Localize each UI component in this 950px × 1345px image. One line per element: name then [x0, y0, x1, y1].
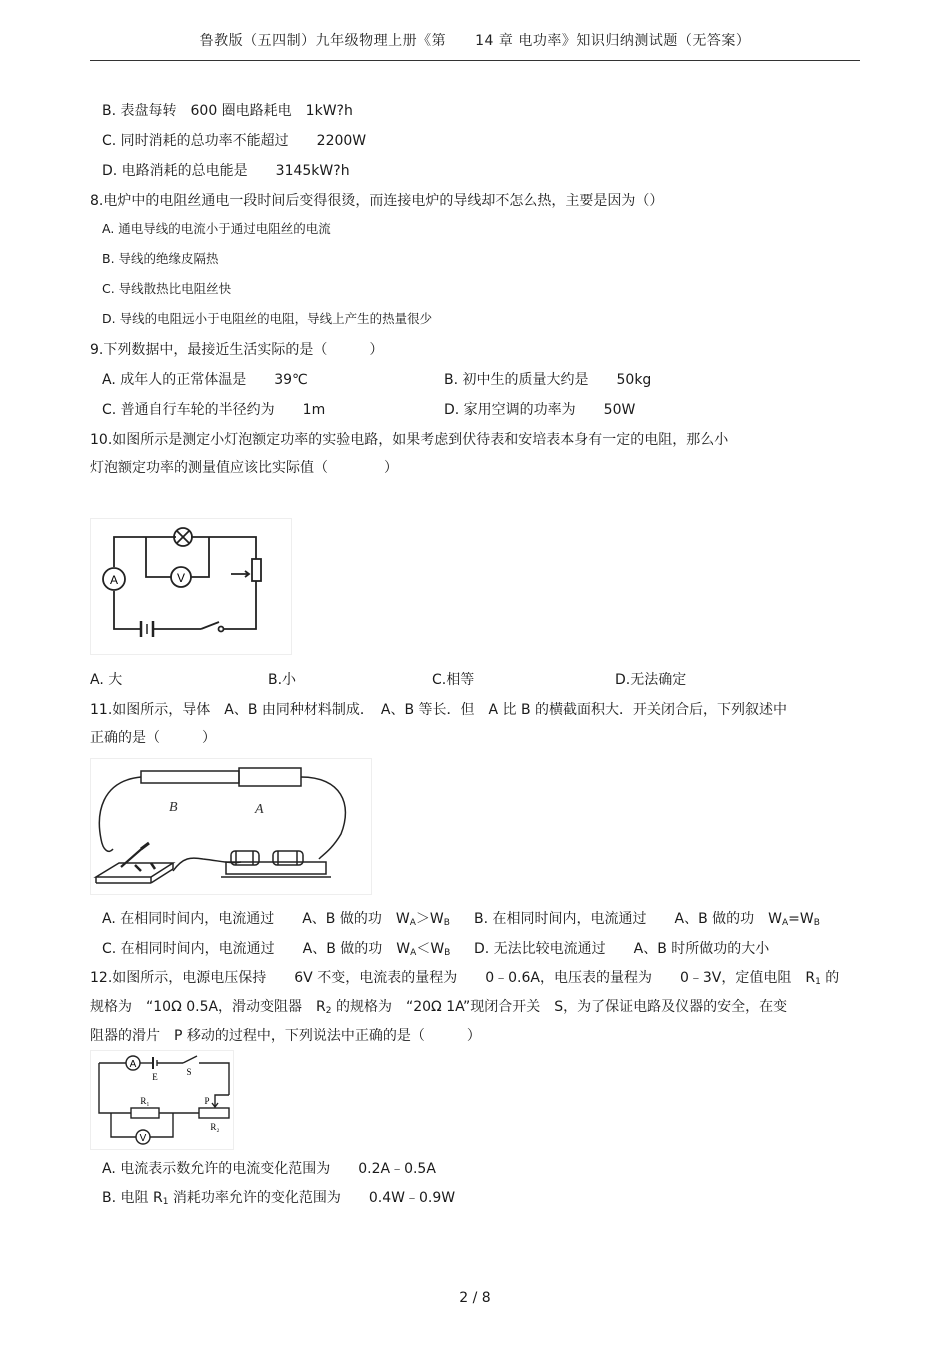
fig12-voltmeter-label: V — [139, 1133, 147, 1144]
q7-option-c: C. 同时消耗的总功率不能超过 2200W — [102, 133, 367, 149]
q11-option-c: C. 在相同时间内，电流通过 A、B 做的功 $W_A<W_B$ — [102, 941, 451, 958]
fig12-label-e: E — [152, 1072, 158, 1082]
fig12-label-s: S — [186, 1067, 192, 1077]
q11-option-a: A. 在相同时间内，电流通过 A、B 做的功 $W_A>W_B$ — [102, 911, 450, 928]
q11-option-d: D. 无法比较电流通过 A、B 时所做功的大小 — [474, 941, 770, 957]
q10-circuit-figure — [90, 518, 292, 655]
q9-stem: 9.下列数据中，最接近生活实际的是（ ） — [90, 342, 384, 358]
q12-circuit-figure — [90, 1050, 234, 1150]
q7-option-d: D. 电路消耗的总电能是 3145kW?h — [102, 163, 350, 179]
q12-option-b: B. 电阻 $R_1$ 消耗功率允许的变化范围为 0.4W﹣0.9W — [102, 1190, 456, 1207]
q9-option-b: B. 初中生的质量大约是 50kg — [444, 372, 652, 388]
fig10-voltmeter-label: V — [176, 571, 186, 585]
q12-stem-line2: 规格为 “10Ω 0.5A，滑动变阻器 $R_2$ 的规格为 “20Ω 1A”现闭合开关 S，为了保证电路及仪器的安全，在变 — [90, 999, 788, 1016]
header-rule — [90, 60, 860, 61]
q12-stem-line1: 12.如图所示，电源电压保持 6V 不变，电流表的量程为 0﹣0.6A，电压表的量程为 0﹣3V，定值电阻 $R_1$ 的 — [90, 970, 840, 987]
fig11-label-b: B — [169, 800, 178, 815]
fig12-ammeter-label: A — [129, 1059, 137, 1070]
fig11-label-a: A — [255, 802, 264, 817]
q8-stem: 8.电炉中的电阻丝通电一段时间后变得很烫，而连接电炉的导线却不怎么热，主要是因为（） — [90, 193, 664, 209]
q10-option-a: A. 大 — [90, 672, 123, 688]
q12-stem-line3: 阻器的滑片 P 移动的过程中，下列说法中正确的是（ ） — [90, 1028, 481, 1044]
page-number: 2 / 8 — [459, 1290, 491, 1306]
fig10-ammeter-label: A — [109, 573, 119, 587]
q10-option-b: B.小 — [268, 672, 297, 688]
q8-option-a: A. 通电导线的电流小于通过电阻丝的电流 — [102, 221, 331, 236]
page-header-title: 鲁教版（五四制）九年级物理上册《第 14 章 电功率》知识归纳测试题（无答案） — [199, 33, 751, 49]
q9-option-c: C. 普通自行车轮的半径约为 1m — [102, 402, 326, 418]
q10-stem-line1: 10.如图所示是测定小灯泡额定功率的实验电路，如果考虑到伏待表和安培表本身有一定的电阻，那么小 — [90, 432, 729, 448]
q8-option-d: D. 导线的电阻远小于电阻丝的电阻，导线上产生的热量很少 — [102, 311, 433, 326]
q9-option-a: A. 成年人的正常体温是 39℃ — [102, 372, 308, 388]
q10-option-d: D.无法确定 — [615, 672, 687, 688]
q11-conductor-figure — [90, 758, 372, 895]
q12-option-a: A. 电流表示数允许的电流变化范围为 0.2A﹣0.5A — [102, 1161, 436, 1177]
q10-stem-line2: 灯泡额定功率的测量值应该比实际值（ ） — [90, 460, 398, 476]
q11-option-b: B. 在相同时间内，电流通过 A、B 做的功 $W_A=W_B$ — [474, 911, 820, 928]
fig12-label-r1: R₁ — [140, 1096, 150, 1106]
q11-stem-line1: 11.如图所示，导体 A、B 由同种材料制成． A、B 等长．但 A 比 B 的横截面积大．开关闭合后，下列叙述中 — [90, 702, 788, 718]
q10-option-c: C.相等 — [432, 672, 475, 688]
q7-option-b: B. 表盘每转 600 圈电路耗电 1kW?h — [102, 103, 353, 119]
fig12-label-p: P — [204, 1096, 210, 1106]
q8-option-b: B. 导线的绝缘皮隔热 — [102, 251, 219, 266]
q8-option-c: C. 导线散热比电阻丝快 — [102, 281, 232, 296]
q9-option-d: D. 家用空调的功率为 50W — [444, 402, 636, 418]
fig12-label-r2: R₂ — [210, 1122, 220, 1132]
q11-stem-line2: 正确的是（ ） — [90, 730, 216, 746]
